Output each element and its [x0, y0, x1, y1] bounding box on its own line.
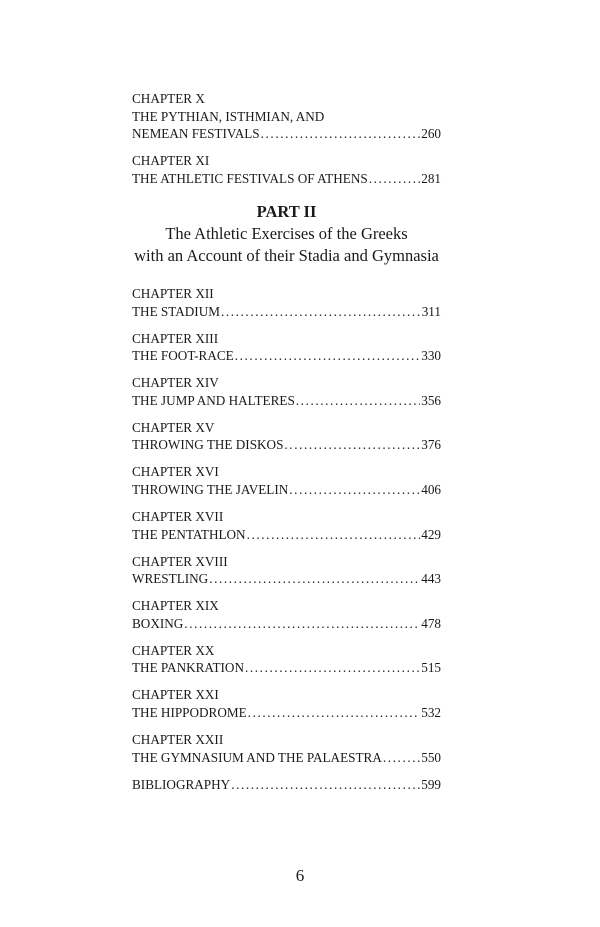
chapter-title-row	[132, 170, 441, 188]
dot-leader	[247, 526, 421, 544]
page-ref: 429	[421, 526, 441, 542]
dot-leader	[235, 347, 420, 365]
toc-entry-chapter-xix	[132, 597, 441, 632]
chapter-title-row	[132, 481, 441, 499]
chapter-title-row	[132, 392, 441, 410]
chapter-number: CHAPTER XIII	[132, 330, 219, 346]
chapter-title: THROWING THE JAVELIN	[132, 481, 289, 497]
chapter-title-row	[132, 704, 441, 722]
toc-entry-chapter-xx	[132, 642, 441, 677]
chapter-title: THROWING THE DISKOS	[132, 437, 284, 453]
page-ref: 311	[421, 303, 441, 319]
toc-entry-chapter-xviii	[132, 553, 441, 588]
page-ref: 443	[421, 571, 441, 587]
chapter-number: CHAPTER X	[132, 91, 205, 106]
toc-entry-chapter-xii	[132, 285, 441, 320]
dot-leader	[284, 436, 420, 454]
chapter-title: BOXING	[132, 615, 184, 631]
chapter-title: THE HIPPODROME	[132, 704, 247, 720]
dot-leader	[231, 776, 420, 794]
chapter-number: CHAPTER XII	[132, 286, 214, 302]
chapter-title: THE STADIUM	[132, 303, 220, 319]
toc-entry-chapter-xvii	[132, 508, 441, 543]
chapter-title-row	[132, 615, 441, 633]
toc-entry-chapter-x	[132, 90, 441, 143]
page-ref: 281	[421, 170, 441, 186]
part-subtitle-line: The Athletic Exercises of the Greeks	[165, 224, 408, 244]
chapter-title: WRESTLING	[132, 571, 209, 587]
toc-entry-chapter-xi	[132, 152, 441, 187]
page-ref: 376	[421, 437, 441, 453]
page-number: 6	[295, 866, 305, 885]
chapter-number: CHAPTER XI	[132, 153, 210, 169]
chapter-number: CHAPTER XVII	[132, 509, 224, 525]
part-subtitle-line: with an Account of their Stadia and Gymnasia	[134, 246, 439, 266]
chapter-number: CHAPTER XV	[132, 419, 215, 435]
dot-leader	[184, 615, 420, 633]
chapter-title-line: THE PYTHIAN, ISTHMIAN, AND	[132, 108, 325, 124]
chapter-title: THE FOOT-RACE	[132, 348, 234, 364]
chapter-title-row	[132, 125, 441, 143]
toc-entry-chapter-xiv	[132, 374, 441, 409]
chapter-title: THE JUMP AND HALTERES	[132, 392, 295, 408]
dot-leader	[289, 481, 420, 499]
chapter-number: CHAPTER XX	[132, 642, 215, 658]
dot-leader	[209, 570, 420, 588]
page-ref: 550	[421, 749, 441, 765]
chapter-title-row	[132, 303, 441, 321]
page-ref: 515	[421, 660, 441, 676]
page-ref: 260	[421, 126, 441, 141]
chapter-number: CHAPTER XVIII	[132, 553, 228, 569]
chapter-number: CHAPTER XIV	[132, 375, 219, 391]
dot-leader	[296, 392, 420, 410]
chapter-number: CHAPTER XIX	[132, 598, 219, 614]
toc-entry-chapter-xxi	[132, 686, 441, 721]
toc-entry-chapter-xv	[132, 419, 441, 454]
page-ref: 599	[421, 776, 441, 792]
chapter-title-row	[132, 659, 441, 677]
chapter-number: CHAPTER XVI	[132, 464, 219, 480]
chapter-title: THE ATHLETIC FESTIVALS OF ATHENS	[132, 170, 368, 186]
part-two-heading	[92, 201, 481, 267]
chapter-title: NEMEAN FESTIVALS	[132, 126, 260, 141]
page-ref: 356	[421, 392, 441, 408]
chapter-title: THE PANKRATION	[132, 660, 244, 676]
chapter-title-row	[132, 526, 441, 544]
bibliography-title: BIBLIOGRAPHY	[132, 776, 231, 792]
chapter-number: CHAPTER XXII	[132, 732, 224, 748]
chapter-title-row	[132, 570, 441, 588]
toc-entry-chapter-xxii	[132, 731, 441, 766]
dot-leader	[261, 125, 421, 143]
toc-entry-chapter-xvi	[132, 463, 441, 498]
dot-leader	[383, 749, 420, 767]
chapter-title: THE PENTATHLON	[132, 526, 246, 542]
bibliography-row	[132, 776, 441, 794]
dot-leader	[369, 170, 421, 188]
page-ref: 532	[421, 704, 441, 720]
chapter-title-row	[132, 436, 441, 454]
chapter-number: CHAPTER XXI	[132, 687, 219, 703]
chapter-title: THE GYMNASIUM AND THE PALAESTRA	[132, 749, 382, 765]
dot-leader	[221, 303, 421, 321]
chapter-title-row	[132, 347, 441, 365]
part-label: PART II	[256, 202, 317, 222]
toc-entry-bibliography	[132, 776, 441, 794]
page-ref: 478	[421, 615, 441, 631]
table-of-contents	[132, 90, 441, 803]
page-ref: 330	[421, 348, 441, 364]
chapter-title-row	[132, 749, 441, 767]
dot-leader	[245, 659, 420, 677]
toc-entry-chapter-xiii	[132, 330, 441, 365]
page-ref: 406	[421, 481, 441, 497]
dot-leader	[248, 704, 421, 722]
